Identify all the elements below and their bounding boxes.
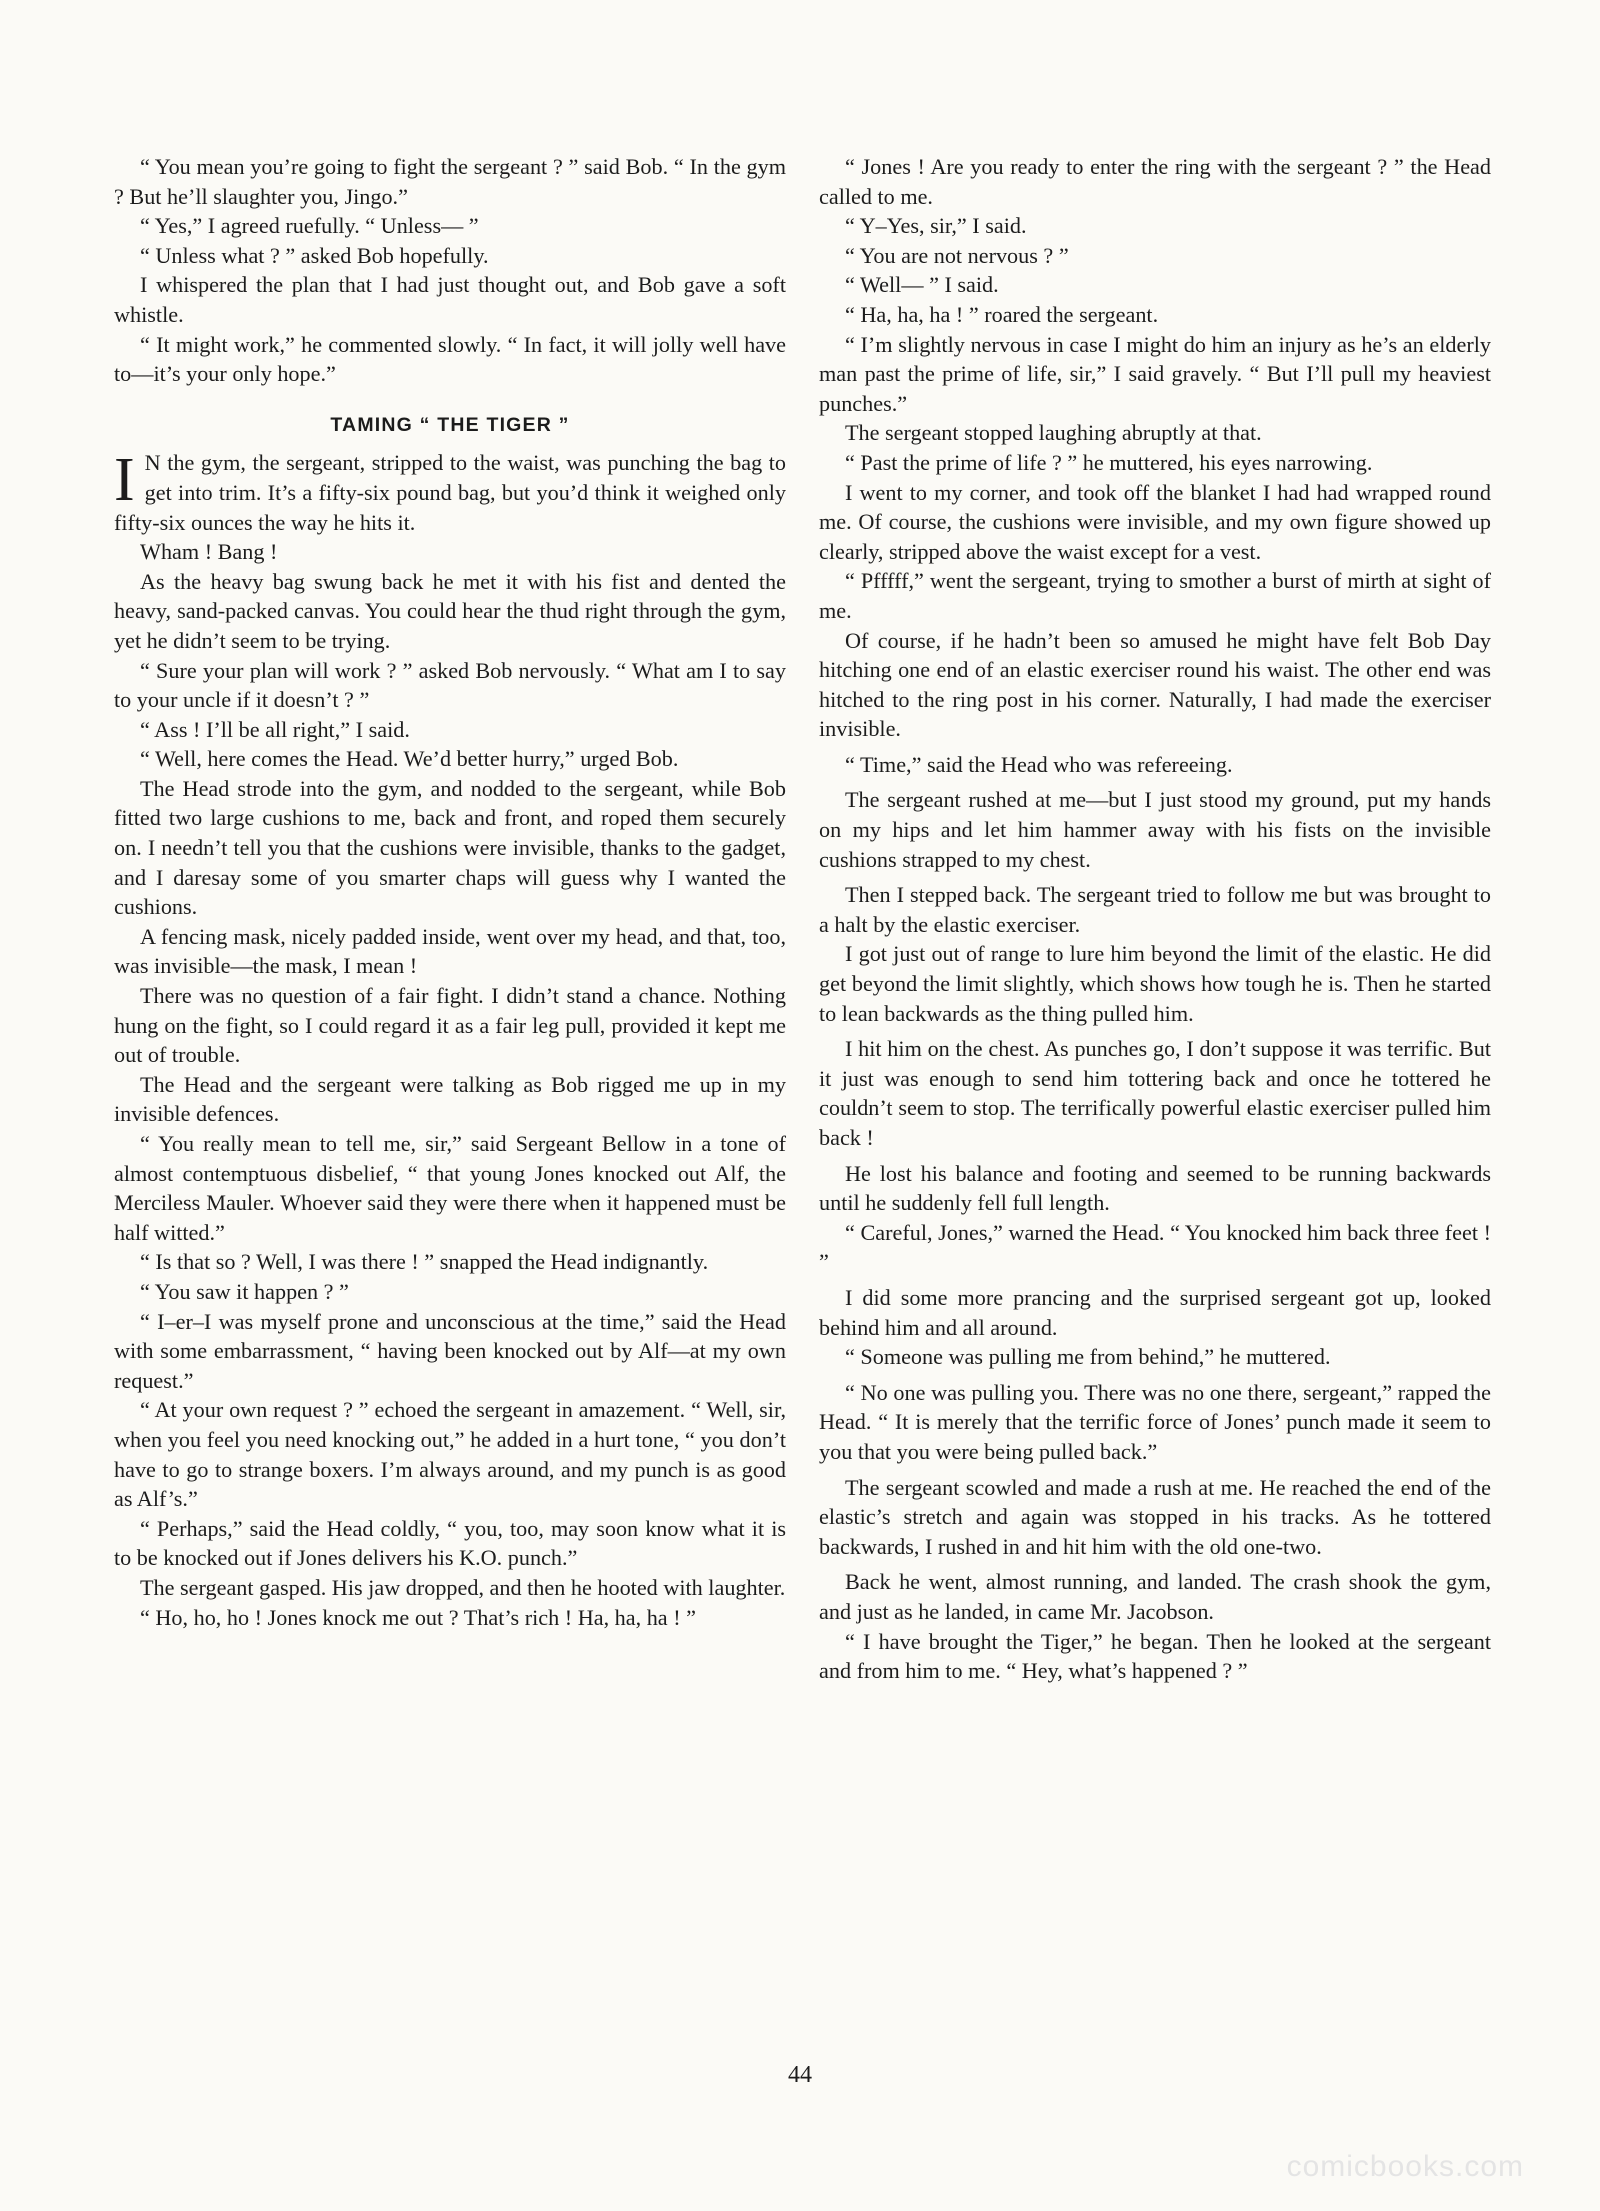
paragraph: There was no question of a fair fight. I didn’t stand a chance. Nothing hung on the fight, so I could regard it as a fair leg pull, provided it kept me out of trouble. (114, 983, 786, 1068)
paragraph: I got just out of range to lure him beyond the limit of the elastic. He did get beyond the limit slightly, which shows how tough he is. Then he started to lean backwards as the thing pulled him. (819, 941, 1491, 1026)
first-paragraph (114, 448, 786, 537)
paragraph: “ I have brought the Tiger,” he began. Then he looked at the sergeant and from him to me. “ Hey, what’s happened ? ” (819, 1628, 1491, 1684)
paragraph: “ It might work,” he commented slowly. “ In fact, it will jolly well have to—it’s your only hope.” (114, 331, 786, 387)
paragraph: “ Unless what ? ” asked Bob hopefully. (140, 242, 489, 268)
paragraph: “ No one was pulling you. There was no one there, sergeant,” rapped the Head. “ It is merely that the terrific force of Jones’ punch made it seem to you that you were being pulled back.” (819, 1379, 1491, 1464)
paragraph: I did some more prancing and the surprised sergeant got up, looked behind him and all around. (819, 1284, 1491, 1340)
paragraph: He lost his balance and footing and seemed to be running backwards until he suddenly fell full length. (819, 1160, 1491, 1216)
paragraph: “ Ass ! I’ll be all right,” I said. (140, 716, 410, 742)
paragraph: Then I stepped back. The sergeant tried to follow me but was brought to a halt by the elastic exerciser. (819, 882, 1491, 937)
paragraph: “ Well, here comes the Head. We’d better hurry,” urged Bob. (140, 746, 679, 772)
paragraph: “ You are not nervous ? ” (845, 242, 1069, 268)
paragraph: “ Well— ” I said. (845, 272, 999, 298)
paragraph: The Head and the sergeant were talking as Bob rigged me up in my invisible defences. (114, 1071, 786, 1127)
paragraph: “ Someone was pulling me from behind,” he muttered. (845, 1344, 1331, 1370)
paragraph: “ At your own request ? ” echoed the sergeant in amazement. “ Well, sir, when you feel you need knocking out,” he added in a hurt tone, “ you don’t have to go to strange boxers. I’m always around, and my punch is as good as Alf’s.” (114, 1397, 786, 1512)
paragraph: “ I’m slightly nervous in case I might do him an injury as he’s an elderly man past the prime of life, sir,” I said gravely. “ But I’ll pull my heaviest punches.” (819, 331, 1491, 416)
paragraph: The sergeant scowled and made a rush at me. He reached the end of the elastic’s stretch and again was stopped in his tracks. As he tottered backwards, I rushed in and hit him with the old one-two. (819, 1474, 1491, 1559)
paragraph: “ Pfffff,” went the sergeant, trying to smother a burst of mirth at sight of me. (819, 568, 1491, 623)
paragraph: I whispered the plan that I had just thought out, and Bob gave a soft whistle. (114, 272, 786, 327)
section-heading: TAMING “ THE TIGER ” (330, 413, 570, 436)
paragraph: “ Yes,” I agreed ruefully. “ Unless— ” (140, 213, 479, 239)
paragraph: I hit him on the chest. As punches go, I don’t suppose it was terrific. But it just was enough to send him tottering back and once he tottered he couldn’t seem to stop. The terrifically powerful elastic exerciser pulled him back ! (819, 1036, 1491, 1150)
paragraph: As the heavy bag swung back he met it with his fist and dented the heavy, sand-packed canvas. You could hear the thud right through the gym, yet he didn’t seem to be trying. (114, 568, 786, 653)
paragraph: “ Past the prime of life ? ” he muttered, his eyes narrowing. (845, 449, 1373, 475)
paragraph: The Head strode into the gym, and nodded to the sergeant, while Bob fitted two large cushions to me, back and front, and roped them securely on. I needn’t tell you that the cushions were invisible, thanks to the gadget, and I daresay some of you smarter chaps will guess why I wanted the cushions. (114, 775, 786, 920)
drop-cap: I (114, 446, 135, 515)
paragraph: Wham ! Bang ! (140, 539, 278, 565)
paragraph: “ Is that so ? Well, I was there ! ” snapped the Head indignantly. (140, 1249, 709, 1275)
paragraph: A fencing mask, nicely padded inside, went over my head, and that, too, was invisible—the mask, I mean ! (114, 923, 786, 979)
paragraph: The sergeant rushed at me—but I just stood my ground, put my hands on my hips and let him hammer away with his fists on the invisible cushions strapped to my chest. (819, 787, 1491, 872)
paragraph: “ You mean you’re going to fight the sergeant ? ” said Bob. “ In the gym ? But he’ll slaughter you, Jingo.” (114, 154, 786, 209)
paragraph: “ You saw it happen ? ” (140, 1278, 349, 1304)
paragraph: “ You really mean to tell me, sir,” said Sergeant Bellow in a tone of almost contemptuous disbelief, “ that young Jones knocked out Alf, the Merciless Mauler. Whoever said they were there when it happened must be half witted.” (114, 1131, 786, 1245)
paragraph: “ Jones ! Are you ready to enter the ring with the sergeant ? ” the Head called to me. (819, 154, 1491, 209)
paragraph: “ Sure your plan will work ? ” asked Bob nervously. “ What am I to say to your uncle if it doesn’t ? ” (114, 657, 786, 713)
paragraph: The sergeant stopped laughing abruptly at that. (845, 420, 1262, 446)
paragraph: I went to my corner, and took off the blanket I had had wrapped round me. Of course, the cushions were invisible, and my own figure showed up clearly, stripped above the waist except for a vest. (819, 479, 1491, 564)
paragraph: “ Ho, ho, ho ! Jones knock me out ? That’s rich ! Ha, ha, ha ! ” (140, 1604, 696, 1630)
paragraph: Of course, if he hadn’t been so amused he might have felt Bob Day hitching one end of an elastic exerciser round his waist. The other end was hitched to the ring post in his corner. Naturally, I had made the exerciser invisible. (819, 627, 1491, 742)
paragraph: “ I–er–I was myself prone and unconscious at the time,” said the Head with some embarrassment, “ having been knocked out by Alf—at my own request.” (114, 1308, 786, 1393)
paragraph: “ Careful, Jones,” warned the Head. “ You knocked him back three feet ! ” (819, 1219, 1491, 1275)
paragraph: “ Time,” said the Head who was refereeing. (845, 751, 1233, 777)
watermark: comicbooks.com (1286, 2150, 1524, 2183)
paragraph: The sergeant gasped. His jaw dropped, and then he hooted with laughter. (140, 1574, 786, 1600)
first-paragraph-text: N the gym, the sergeant, stripped to the waist, was punching the bag to get into trim. It’s a fifty-six pound bag, but you’d think it weighed only fifty-six ounces the way he hits it. (114, 450, 786, 535)
page-number: 44 (788, 2062, 812, 2088)
paragraph: “ Y–Yes, sir,” I said. (845, 213, 1027, 239)
right-column (819, 152, 1491, 1686)
paragraph: “ Ha, ha, ha ! ” roared the sergeant. (845, 301, 1159, 327)
paragraph: “ Perhaps,” said the Head coldly, “ you, too, may soon know what it is to be knocked out if Jones delivers his K.O. punch.” (114, 1515, 786, 1571)
left-column (114, 152, 786, 1632)
paragraph: Back he went, almost running, and landed. The crash shook the gym, and just as he landed, in came Mr. Jacobson. (819, 1569, 1491, 1624)
